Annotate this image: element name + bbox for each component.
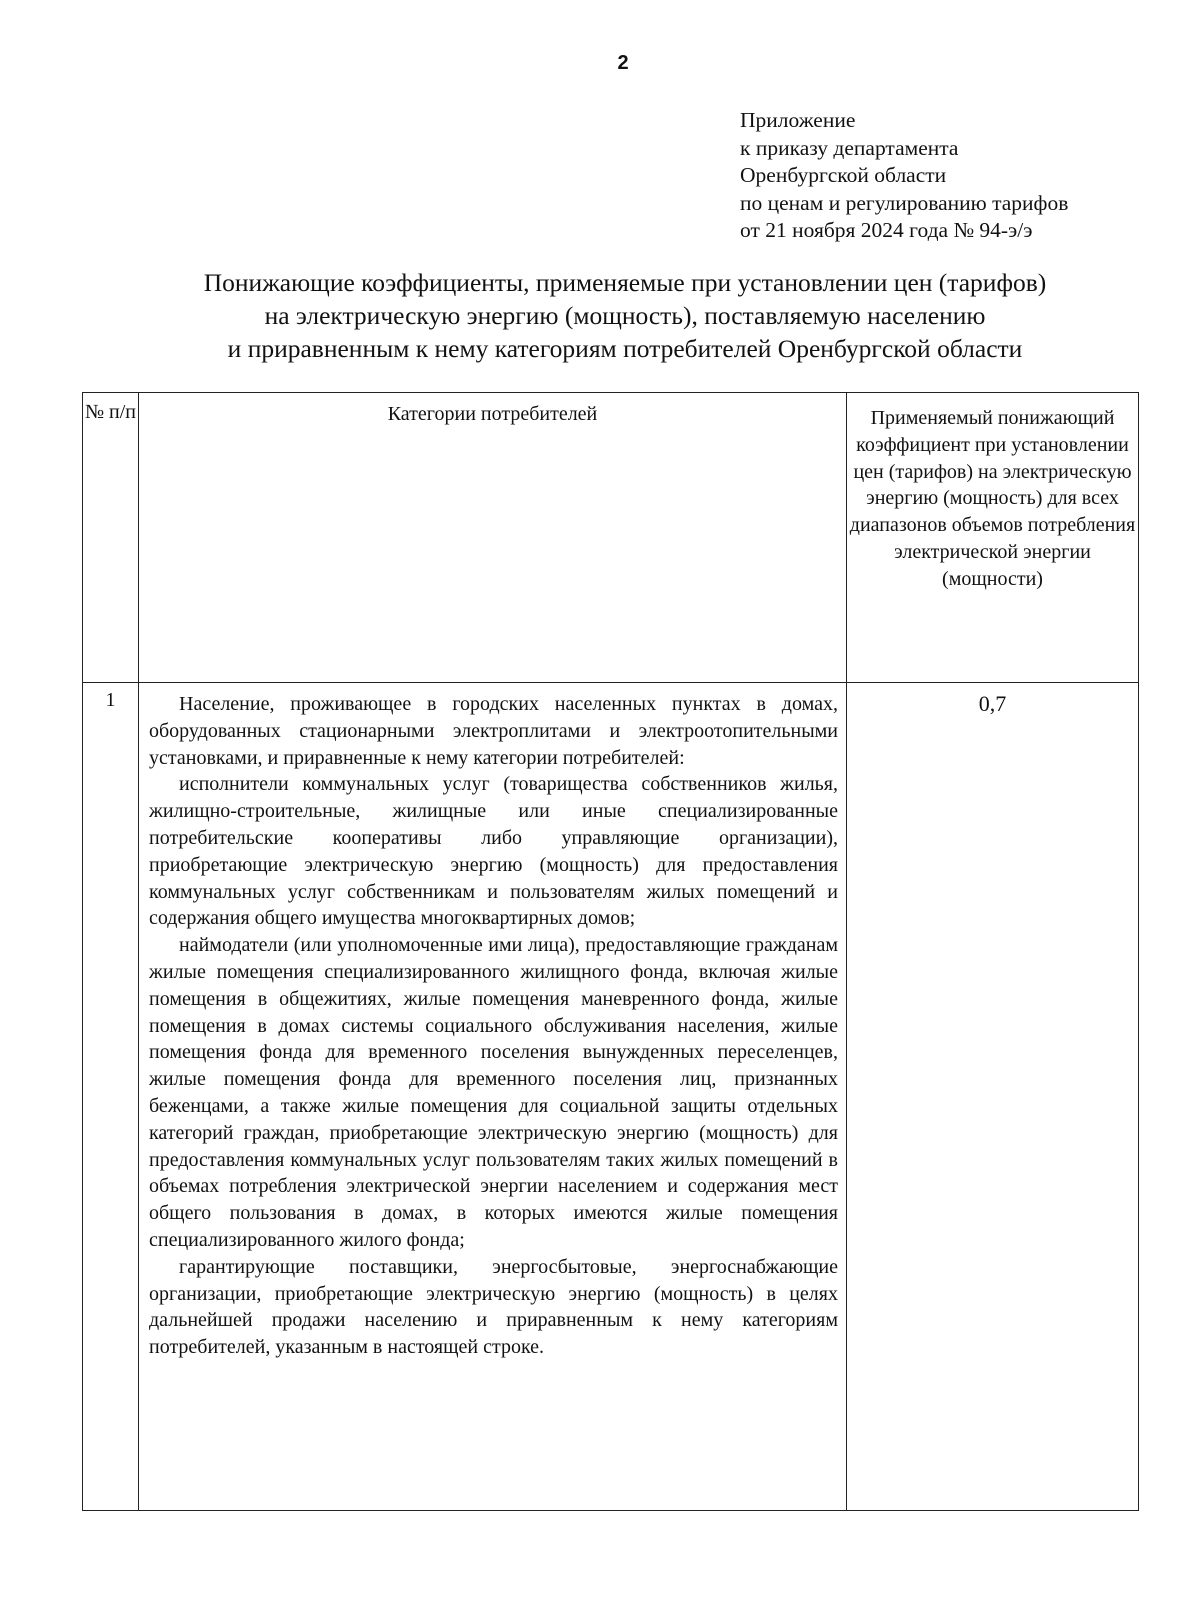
category-paragraph: наймодатели (или уполномоченные ими лица), предоставляющие гражданам жилые помещения специализированного жилищного фонда, включая жилые помещения в общежитиях, жилые помещения маневренного фонда, жилые помещения в домах системы социального обслуживания населения, жилые помещения фонда для временного поселения вынужденных переселенцев, жилые помещения фонда для временного поселения лиц, признанных беженцами, а также жилые помещения для социальной защиты отдельных категорий граждан, приобретающие электрическую энергию (мощность) для предоставления коммунальных услуг пользователям таких жилых помещений в объемах потребления электрической энергии населением и содержания мест общего пользования в домах, в которых имеются жилые помещения специализированного жилого фонда; [149, 934, 838, 1251]
annex-line: Приложение [740, 108, 856, 132]
header-category: Категории потребителей [139, 393, 847, 683]
header-number: № п/п [83, 393, 139, 683]
page-number: 2 [617, 52, 629, 74]
category-paragraph: Население, проживающее в городских населенных пунктах в домах, оборудованных стационарными электроплитами и электроотопительными установками, и приравненные к нему категории потребителей: [149, 693, 838, 769]
header-coefficient: Применяемый понижающий коэффициент при установлении цен (тарифов) на электрическую энергию (мощность) для всех диапазонов объемов потребления электрической энергии (мощности) [847, 393, 1139, 683]
annex-line: по ценам и регулированию тарифов [740, 190, 1069, 215]
table-row [83, 683, 1139, 1511]
row-category-description [139, 683, 847, 1511]
category-paragraph: гарантирующие поставщики, энергосбытовые, энергоснабжающие организации, приобретающие электрическую энергию (мощность) в целях дальнейшей продажи населению и приравненным к нему категориям потребителей, указанным в настоящей строке. [149, 1255, 838, 1359]
row-coefficient: 0,7 [847, 683, 1139, 1511]
category-paragraph: исполнители коммунальных услуг (товарищества собственников жилья, жилищно-строительные, жилищные или иные специализированные потребительские кооперативы либо управляющие организации), приобретающие электрическую энергию (мощность) для предоставления коммунальных услуг собственникам и пользователям жилых помещений и содержания общего имущества многоквартирных домов; [149, 773, 838, 930]
annex-line: Оренбургской области [740, 163, 947, 187]
coefficients-table [82, 392, 1139, 1511]
annex-line: к приказу департамента [740, 135, 959, 160]
coefficients-table-container [82, 392, 1138, 1511]
annex-line: от 21 ноября 2024 года № 94-э/э [740, 218, 1033, 242]
title-line: Понижающие коэффициенты, применяемые при установлении цен (тарифов) [203, 268, 1047, 297]
document-title [160, 266, 1090, 365]
annex-header [740, 107, 1180, 245]
title-line: на электрическую энергию (мощность), поставляемую населению [264, 301, 986, 330]
title-line: и приравненным к нему категориям потребителей Оренбургской области [227, 334, 1023, 363]
row-number: 1 [83, 683, 139, 1511]
table-header-row [83, 393, 1139, 683]
